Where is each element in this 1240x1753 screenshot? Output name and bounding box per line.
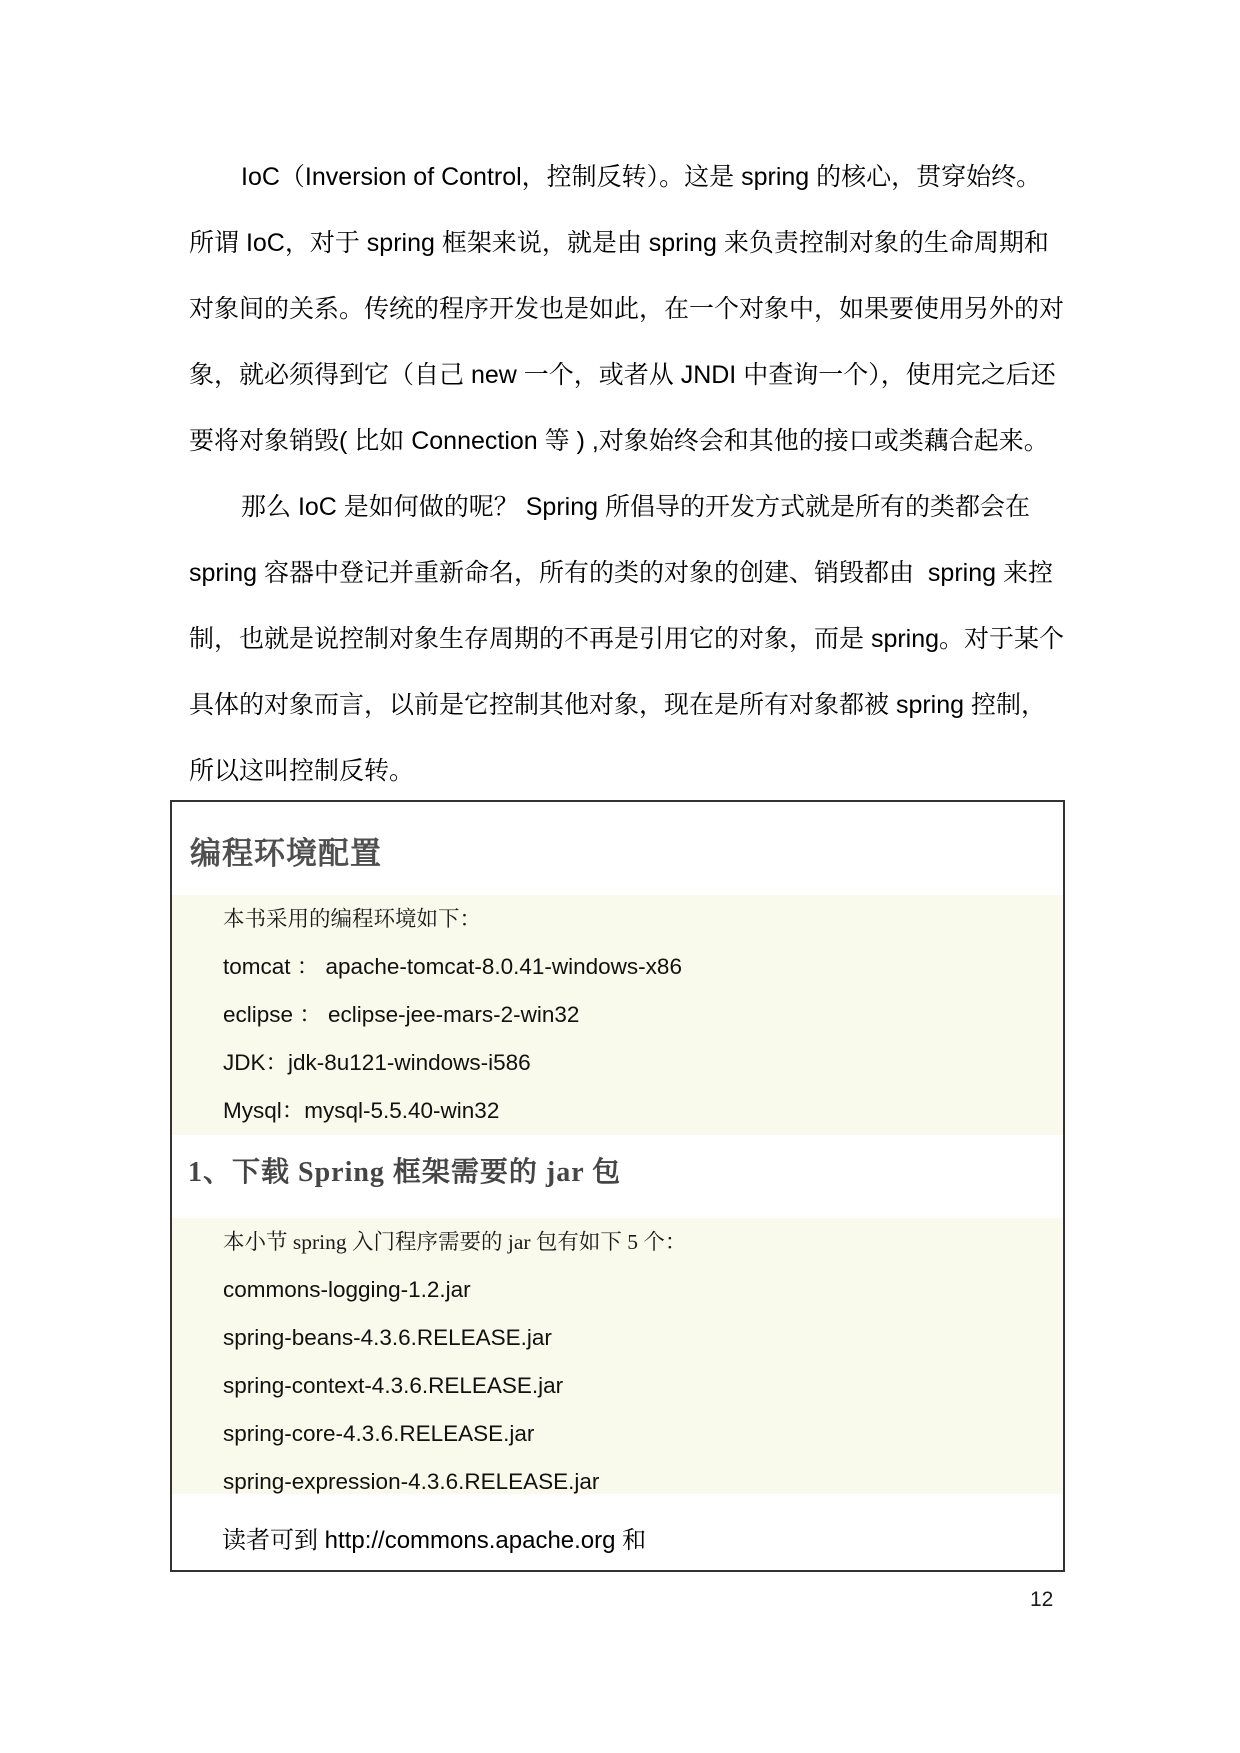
- environment-config-box: [170, 800, 1065, 1572]
- jar-list-intro: 本小节 spring 入门程序需要的 jar 包有如下 5 个：: [223, 1230, 687, 1254]
- jar-file-item: spring-core-4.3.6.RELEASE.jar: [223, 1421, 535, 1446]
- page-number: 12: [1030, 1588, 1054, 1611]
- paragraph-line: 具体的对象而言，以前是它控制其他对象，现在是所有对象都被 spring 控制，: [189, 691, 1046, 719]
- paragraph-line: 所谓 IoC，对于 spring 框架来说，就是由 spring 来负责控制对象的生命周期和: [189, 229, 1049, 257]
- environment-item-tomcat: tomcat ： apache-tomcat-8.0.41-windows-x86: [223, 954, 682, 979]
- intro-paragraphs: [189, 144, 1084, 804]
- paragraph-line: 制，也就是说控制对象生存周期的不再是引用它的对象，而是 spring。对于某个: [189, 625, 1065, 653]
- paragraph-line: IoC（Inversion of Control，控制反转）。这是 spring 的核心，贯穿始终。: [241, 163, 1042, 191]
- environment-list: [172, 895, 1063, 1135]
- paragraph-line: 对象间的关系。传统的程序开发也是如此，在一个对象中，如果要使用另外的对: [189, 295, 1065, 323]
- download-note: 读者可到 http://commons.apache.org 和: [222, 1527, 647, 1554]
- section-heading-download-jars: 1、下载 Spring 框架需要的 jar 包: [188, 1157, 622, 1188]
- jar-file-item: spring-context-4.3.6.RELEASE.jar: [223, 1373, 564, 1398]
- paragraph-line: 象，就必须得到它（自己 new 一个，或者从 JNDI 中查询一个），使用完之后还: [189, 361, 1056, 389]
- environment-item-eclipse: eclipse ： eclipse-jee-mars-2-win32: [223, 1002, 580, 1027]
- environment-intro: 本书采用的编程环境如下：: [223, 907, 482, 931]
- jar-file-item: commons-logging-1.2.jar: [223, 1277, 471, 1302]
- paragraph-line: 那么 IoC 是如何做的呢？ Spring 所倡导的开发方式就是所有的类都会在: [241, 493, 1030, 521]
- paragraph-line: 所以这叫控制反转。: [189, 757, 415, 785]
- jar-file-item: spring-expression-4.3.6.RELEASE.jar: [223, 1469, 600, 1494]
- jar-file-item: spring-beans-4.3.6.RELEASE.jar: [223, 1325, 552, 1350]
- environment-item-jdk: JDK：jdk-8u121-windows-i586: [223, 1050, 531, 1075]
- paragraph-line: spring 容器中登记并重新命名，所有的类的对象的创建、销毁都由 spring 来控: [189, 559, 1053, 587]
- box-title: 编程环境配置: [190, 836, 382, 871]
- environment-item-mysql: Mysql：mysql-5.5.40-win32: [223, 1098, 500, 1123]
- jar-list: [172, 1218, 1063, 1494]
- paragraph-line: 要将对象销毁( 比如 Connection 等 ) ,对象始终会和其他的接口或类藕合起来。: [189, 427, 1049, 455]
